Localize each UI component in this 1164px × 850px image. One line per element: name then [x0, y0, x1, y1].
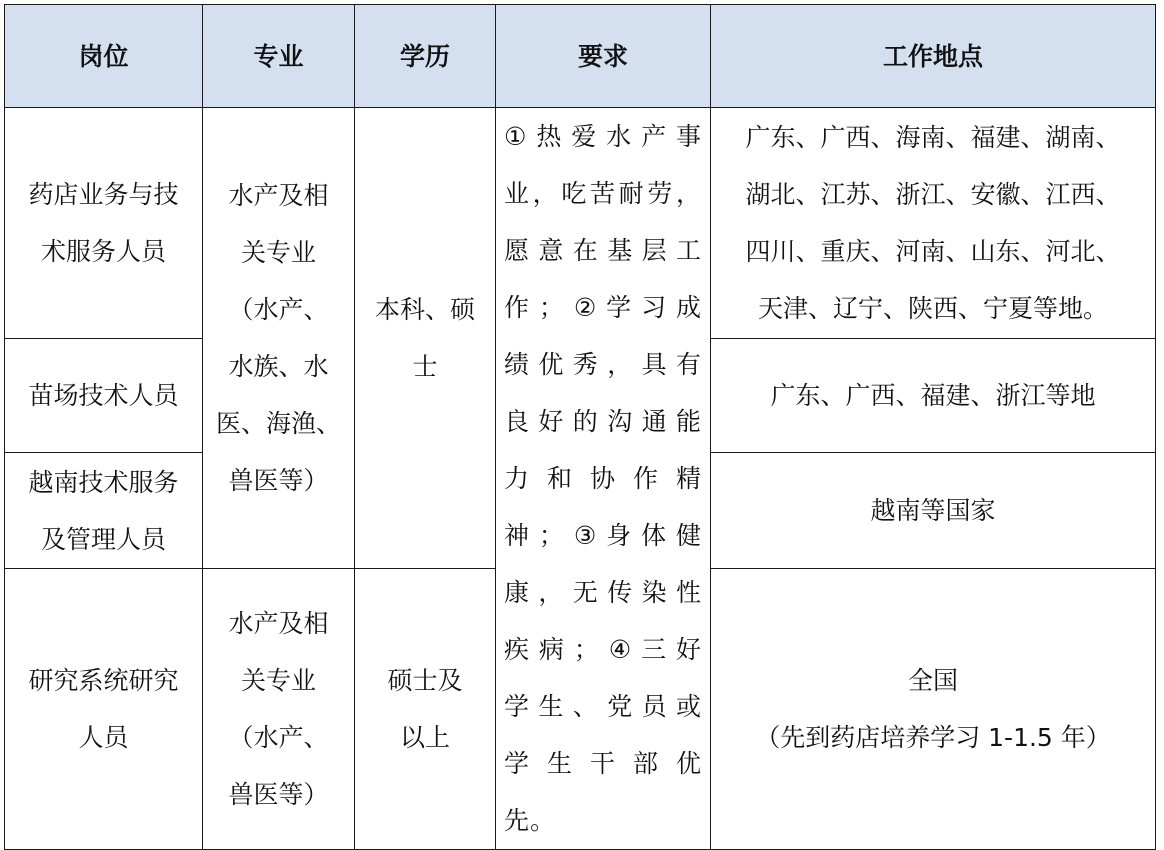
position-line: 药店业务与技 — [28, 180, 179, 210]
requirements-line: ①热爱水产事 — [504, 122, 702, 151]
header-major: 专业 — [203, 5, 355, 108]
major-line: 医、海渔、 — [215, 409, 341, 439]
location-line: 四川、重庆、河南、山东、河北、 — [745, 237, 1121, 267]
education-cell — [355, 108, 496, 569]
requirements-line: 业，吃苦耐劳， — [504, 179, 702, 208]
position-line: 越南技术服务 — [28, 467, 179, 497]
requirements-line: 绩优秀，具有 — [504, 350, 702, 379]
education-line: 本科、硕 — [374, 295, 475, 325]
location-line: 广东、广西、海南、福建、湖南、 — [745, 123, 1121, 153]
position-cell — [5, 569, 203, 850]
location-cell — [711, 108, 1156, 339]
requirements-line: 神；③身体健 — [504, 521, 702, 550]
location-line: 天津、辽宁、陕西、宁夏等地。 — [757, 294, 1108, 324]
requirements-cell — [496, 108, 711, 850]
requirements-line: 学生、党员或 — [504, 692, 702, 721]
major-line: 兽医等） — [228, 466, 329, 496]
position-cell — [5, 453, 203, 569]
location-line: （先到药店培养学习 1-1.5 年） — [755, 723, 1111, 753]
requirements-line: 康，无传染性 — [504, 578, 702, 607]
education-line: 士 — [412, 352, 438, 382]
header-location: 工作地点 — [711, 5, 1156, 108]
education-line: 以上 — [399, 723, 450, 753]
position-cell — [5, 108, 203, 339]
header-row — [5, 5, 1156, 108]
recruitment-table — [4, 4, 1156, 850]
major-line: （水产、 — [228, 723, 329, 753]
major-line: 水产及相 — [228, 609, 329, 639]
major-line: 关专业 — [240, 666, 316, 696]
position-line: 研究系统研究 — [28, 666, 179, 696]
major-line: （水产、 — [228, 295, 329, 325]
requirements-line: 先。 — [504, 806, 557, 835]
major-line: 兽医等） — [228, 780, 329, 810]
major-cell — [203, 569, 355, 850]
requirements-line: 愿意在基层工 — [504, 236, 702, 265]
position-line: 人员 — [78, 723, 129, 753]
requirements-line: 良好的沟通能 — [504, 407, 702, 436]
header-requirements: 要求 — [496, 5, 711, 108]
header-position: 岗位 — [5, 5, 203, 108]
location-line: 广东、广西、福建、浙江等地 — [770, 381, 1096, 411]
requirements-line: 疾病；④三好 — [504, 635, 702, 664]
education-line: 硕士及 — [387, 666, 463, 696]
position-line: 苗场技术人员 — [28, 381, 179, 411]
major-line: 关专业 — [240, 238, 316, 268]
requirements-line: 作；②学习成 — [504, 293, 702, 322]
location-line: 越南等国家 — [870, 496, 996, 526]
education-cell — [355, 569, 496, 850]
location-cell — [711, 453, 1156, 569]
location-line: 湖北、江苏、浙江、安徽、江西、 — [745, 180, 1121, 210]
position-line: 术服务人员 — [40, 237, 166, 267]
location-cell — [711, 569, 1156, 850]
major-line: 水产及相 — [228, 181, 329, 211]
location-line: 全国 — [907, 666, 958, 696]
table-row — [5, 108, 1156, 339]
requirements-line: 学生干部优 — [504, 749, 702, 778]
location-cell — [711, 339, 1156, 453]
major-cell — [203, 108, 355, 569]
position-cell — [5, 339, 203, 453]
position-line: 及管理人员 — [40, 524, 166, 554]
major-line: 水族、水 — [228, 352, 329, 382]
header-education: 学历 — [355, 5, 496, 108]
requirements-line: 力和协作精 — [504, 464, 702, 493]
